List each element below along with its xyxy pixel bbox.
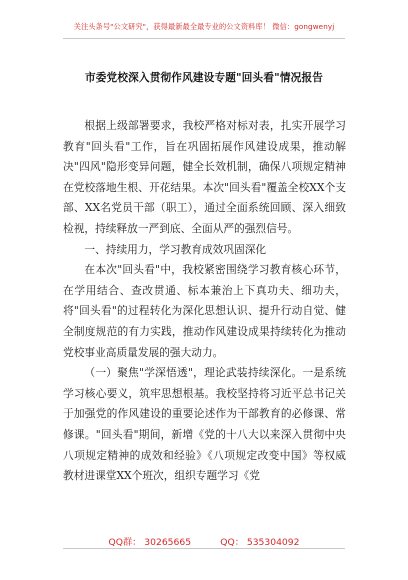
document-title: 市委党校深入贯彻作风建设专题"回头看"情况报告 bbox=[84, 72, 324, 84]
header-banner: 关注头条号"公文研究"，获得最新最全最专业的公文资料库！ 微信：gongwenyj bbox=[73, 22, 335, 31]
footer-qq-group: QQ群： 30265665 bbox=[108, 537, 192, 548]
document-body bbox=[63, 116, 346, 487]
footer-contact bbox=[0, 534, 408, 548]
section-heading-1: 一、持续用力，学习教育成效巩固深化 bbox=[84, 242, 267, 256]
paragraph-intro: 根据上级部署要求，我校严格对标对表，扎实开展学习教育"回头看"工作，旨在巩固拓展作风建设成果，推动解决"四风"隐形变异问题，健全长效机制，确保八项规定精神在党校落地生根、开花结果。本次"回头看"覆盖全校XX个支部、XX名党员干部（职工），通过全面系统回顾、深入细致检视，持续释放一严到底、全面从严的强烈信号。 bbox=[63, 119, 346, 235]
header-divider bbox=[63, 38, 345, 39]
footer-divider bbox=[63, 548, 345, 549]
footer-qq: QQ： 535304092 bbox=[220, 537, 300, 548]
paragraph-subsection-1: （一）聚焦"学深悟透"，理论武装持续深化。一是系统学习核心要义，筑牢思想根基。我校坚持将习近平总书记关于加强党的作风建设的重要论述作为干部教育的必修课、常修课。"回头看"期间，新增《党的十八大以来深入贯彻中央八项规定精神的成效和经验》《八项规定改变中国》等权威教材进课堂XX个班次，组织专题学习《党 bbox=[63, 366, 346, 483]
paragraph-section-1: 在本次"回头看"中，我校紧密围绕学习教育核心环节，在学用结合、查改贯通、标本兼治上下真功夫、细功夫，将"回头看"的过程转化为深化思想认识、提升行动自觉、健全制度规范的有力实践，推动作风建设成果持续转化为推动党校事业高质量发展的强大动力。 bbox=[63, 263, 346, 359]
